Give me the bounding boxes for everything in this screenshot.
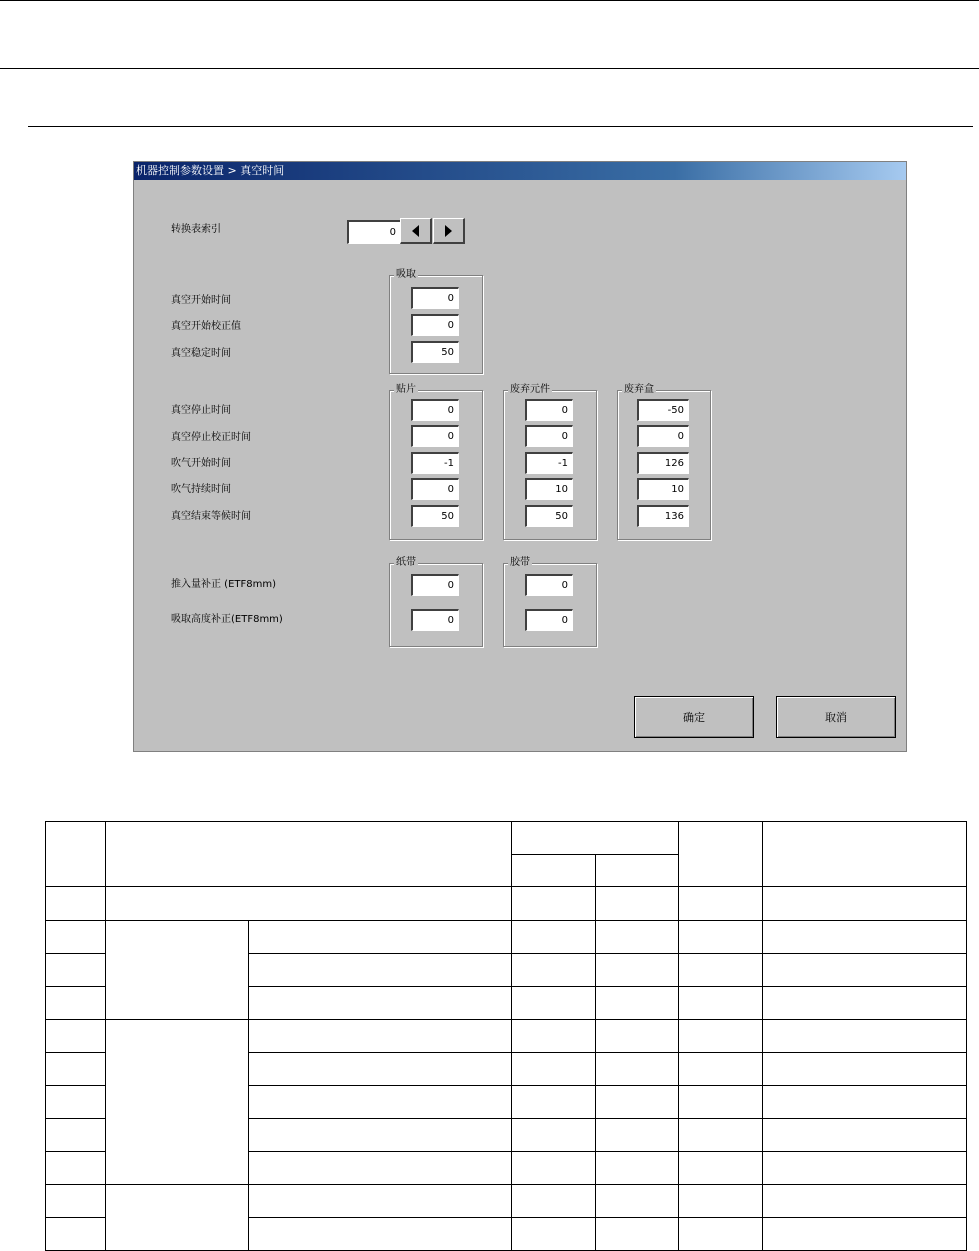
pick-height-correction-label: 吸取高度补正(ETF8mm) [171, 614, 283, 625]
arrow-right-icon [445, 225, 452, 237]
plastic-pick-height-input[interactable]: 0 [525, 609, 573, 631]
ok-button[interactable]: 确定 [634, 696, 754, 738]
plastic-tape-group-label: 胶带 [510, 557, 530, 568]
table-cell [512, 855, 596, 887]
discard-part-group-label: 废弃元件 [510, 384, 550, 395]
index-label: 转换表索引 [171, 224, 221, 235]
discard-box-blow-start-input[interactable]: 126 [637, 452, 689, 474]
vacuum-stable-time-label: 真空稳定时间 [171, 348, 231, 359]
place-vacuum-stop-correction-input[interactable]: 0 [411, 425, 459, 447]
section-rule [28, 126, 973, 127]
vacuum-start-time-label: 真空开始时间 [171, 295, 231, 306]
blow-duration-label: 吹气持续时间 [171, 484, 231, 495]
dialog-title: 机器控制参数设置 > 真空时间 [134, 162, 906, 180]
parameter-table [45, 821, 967, 1251]
place-blow-duration-input[interactable]: 0 [411, 478, 459, 500]
discard-part-blow-duration-input[interactable]: 10 [525, 478, 573, 500]
discard-box-group-label: 废弃盒 [624, 384, 654, 395]
place-vacuum-stop-input[interactable]: 0 [411, 399, 459, 421]
plastic-push-amount-input[interactable]: 0 [525, 574, 573, 596]
discard-part-vacuum-stop-input[interactable]: 0 [525, 399, 573, 421]
index-prev-button[interactable] [400, 218, 432, 244]
push-amount-correction-label: 推入量补正 (ETF8mm) [171, 579, 277, 590]
discard-part-vacuum-stop-correction-input[interactable]: 0 [525, 425, 573, 447]
blow-start-time-label: 吹气开始时间 [171, 458, 231, 469]
vacuum-stop-correction-label: 真空停止校正时间 [171, 432, 251, 443]
discard-box-vacuum-stop-correction-input[interactable]: 0 [637, 425, 689, 447]
header-rule [0, 68, 979, 69]
discard-part-blow-start-input[interactable]: -1 [525, 452, 573, 474]
place-group-label: 贴片 [396, 384, 416, 395]
place-blow-start-input[interactable]: -1 [411, 452, 459, 474]
index-next-button[interactable] [433, 218, 465, 244]
cancel-button[interactable]: 取消 [776, 696, 896, 738]
paper-push-amount-input[interactable]: 0 [411, 574, 459, 596]
table-row [46, 921, 967, 954]
table-row [46, 887, 967, 921]
table-cell [596, 855, 679, 887]
table-cell [763, 822, 967, 887]
table-cell [106, 822, 512, 887]
vacuum-end-wait-label: 真空结束等候时间 [171, 511, 251, 522]
vacuum-start-time-input[interactable]: 0 [411, 287, 459, 309]
vacuum-time-dialog [133, 161, 907, 752]
vacuum-stable-time-input[interactable]: 50 [411, 341, 459, 363]
table-cell [46, 822, 106, 887]
table-cell [679, 822, 763, 887]
discard-part-vacuum-end-wait-input[interactable]: 50 [525, 505, 573, 527]
discard-box-vacuum-stop-input[interactable]: -50 [637, 399, 689, 421]
discard-box-vacuum-end-wait-input[interactable]: 136 [637, 505, 689, 527]
pick-group-label: 吸取 [396, 269, 416, 280]
top-rule [0, 0, 979, 1]
table-row [46, 1020, 967, 1053]
place-vacuum-end-wait-input[interactable]: 50 [411, 505, 459, 527]
arrow-left-icon [412, 225, 419, 237]
paper-tape-group-label: 纸带 [396, 557, 416, 568]
table-row [46, 1185, 967, 1218]
index-input[interactable]: 0 [347, 220, 401, 244]
discard-box-blow-duration-input[interactable]: 10 [637, 478, 689, 500]
table-cell [512, 822, 679, 855]
paper-pick-height-input[interactable]: 0 [411, 609, 459, 631]
vacuum-start-correction-label: 真空开始校正值 [171, 321, 241, 332]
vacuum-start-correction-input[interactable]: 0 [411, 314, 459, 336]
vacuum-stop-time-label: 真空停止时间 [171, 405, 231, 416]
